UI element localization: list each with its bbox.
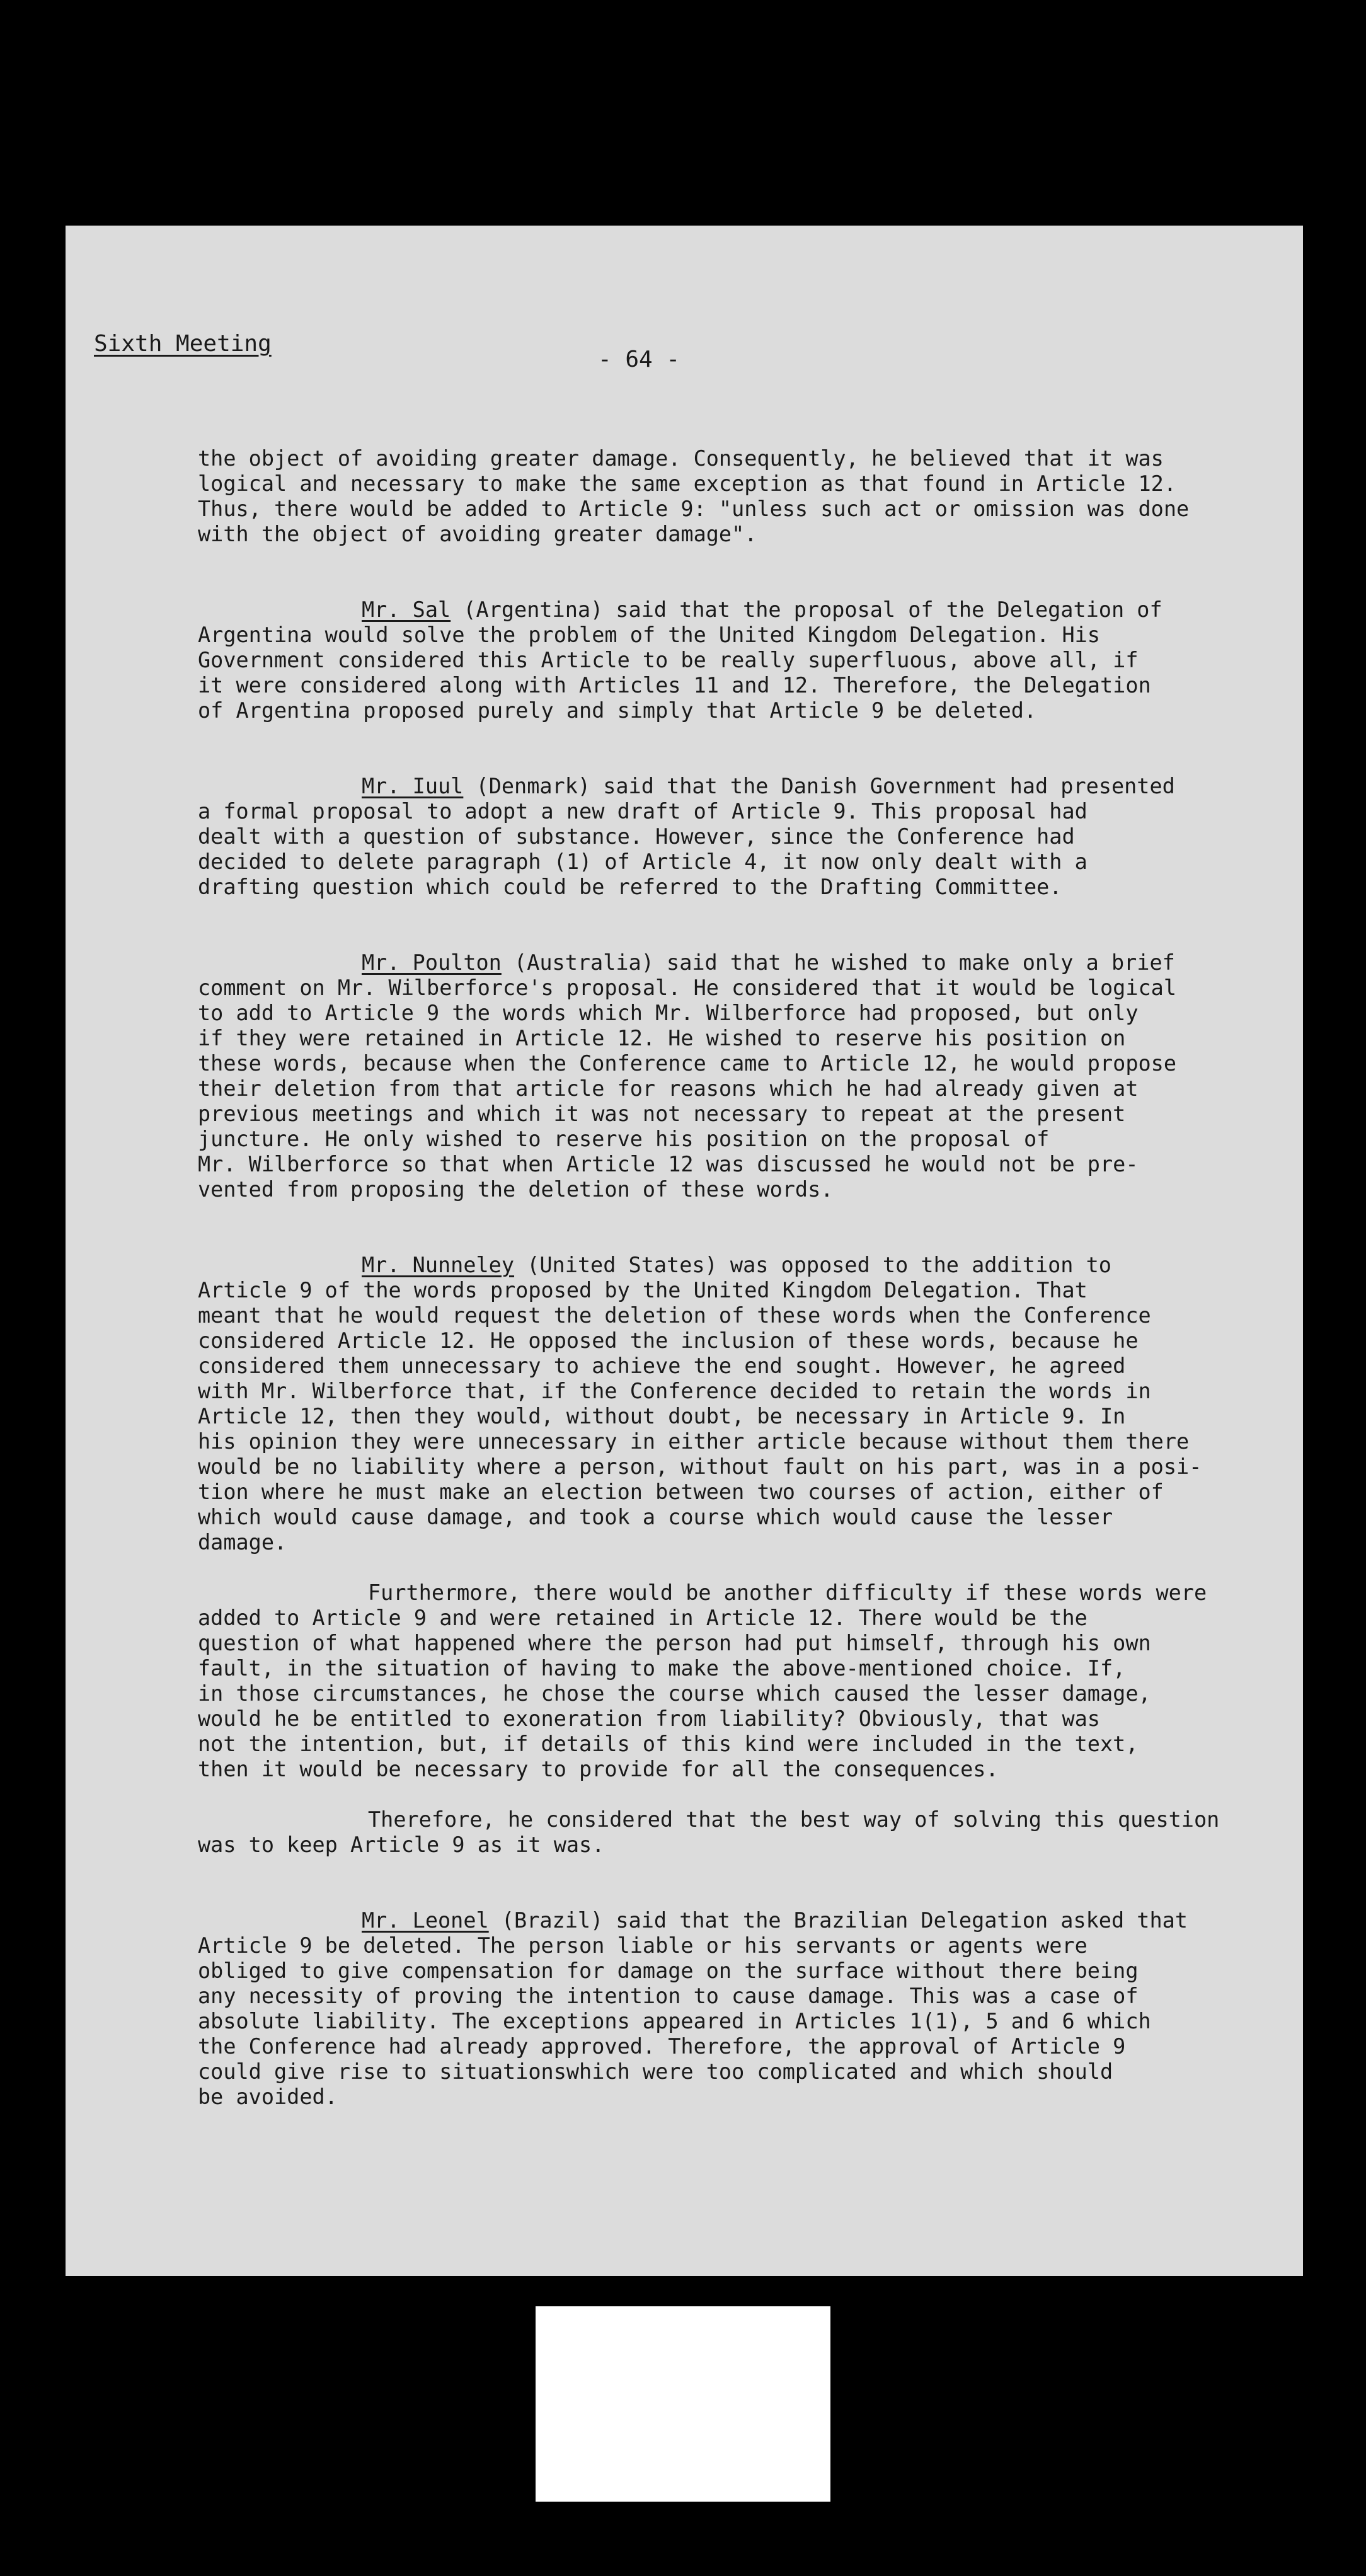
paragraph-therefore [198,1807,1269,1858]
paragraph-text: Furthermore, there would be another difficulty if these words were added to Article 9 and were retained in Article 12. There would be the question of what happened where the person had put himself, through his own fault, in the situation of having to make the above-mentioned choice. If, in those circumstances, he chose the course which caused the lesser damage, would he be entitled to exoneration from liability? Obviously, that was not the intention, but, if details of this kind were included in the text, then it would be necessary to provide for all the consequences. [198,1580,1207,1781]
paragraph-text: (Denmark) said that the Danish Government had presented a formal proposal to adopt a new draft of Article 9. This proposal had dealt with a question of substance. However, since the Conference had decided to delete paragraph (1) of Article 4, it now only dealt with a drafting question which could be referred to the Drafting Committee. [198,774,1175,899]
paragraph-text: the object of avoiding greater damage. Consequently, he believed that it was logical and necessary to make the same exception as that found in Article 12. Thus, there would be added to Article 9: "unless such act or omission was done with the object of avoiding greater damage". [198,446,1190,546]
paragraph-furthermore [198,1580,1269,1782]
blank-card [536,2306,830,2502]
speaker-name: Mr. Sal [362,597,451,622]
paragraph-sal [198,597,1269,723]
paragraph-text: Therefore, he considered that the best way of solving this question was to keep Article 9 as it was. [198,1807,1220,1857]
paragraph-poulton [198,950,1269,1202]
paragraph-text: (United States) was opposed to the addition to Article 9 of the words proposed by the United Kingdom Delegation. That meant that he would request the deletion of these words when the Conference considered Article 12. He opposed the inclusion of these words, because he considered them unnecessary to achieve the end sought. However, he agreed with Mr. Wilberforce that, if the Conference decided to retain the words in Article 12, then they would, without doubt, be necessary in Article 9. In his opinion they were unnecessary in either article because without them there would be no liability where a person, without fault on his part, was in a posi- tion where he must make an election between two courses of action, either of which would cause damage, and took a course which would cause the lesser damage. [198,1253,1202,1555]
speaker-name: Mr. Nunneley [362,1253,515,1277]
speaker-name: Mr. Iuul [362,774,464,798]
body-text [198,446,1269,2110]
speaker-name: Mr. Leonel [362,1908,489,1933]
meeting-title: Sixth Meeting [94,331,272,357]
paragraph-continuation [198,446,1269,547]
page-number: - 64 - [598,347,680,372]
speaker-name: Mr. Poulton [362,950,502,975]
paragraph-text: (Brazil) said that the Brazilian Delegation asked that Article 9 be deleted. The person liable or his servants or agents were obliged to give compensation for damage on the surface without there being any necessity of proving the intention to cause damage. This was a case of absolute liability. The exceptions appeared in Articles 1(1), 5 and 6 which the Conference had already approved. Therefore, the approval of Article 9 could give rise to situationswhich were too complicated and which should be avoided. [198,1908,1188,2109]
paragraph-text: (Argentina) said that the proposal of the Delegation of Argentina would solve the problem of the United Kingdom Delegation. His Government considered this Article to be really superfluous, above all, if it were considered along with Articles 11 and 12. Therefore, the Delegation of Argentina proposed purely and simply that Article 9 be deleted. [198,597,1162,723]
paragraph-iuul [198,774,1269,900]
paragraph-text: (Australia) said that he wished to make only a brief comment on Mr. Wilberforce's proposal. He considered that it would be logical to add to Article 9 the words which Mr. Wilberforce had proposed, but only if they were retained in Article 12. He wished to reserve his position on these words, because when the Conference came to Article 12, he would propose their deletion from that article for reasons which he had already given at previous meetings and which it was not necessary to repeat at the present juncture. He only wished to reserve his position on the proposal of Mr. Wilberforce so that when Article 12 was discussed he would not be pre- vented from proposing the deletion of these words. [198,950,1176,1202]
paragraph-leonel [198,1908,1269,2110]
document-page [66,226,1303,2276]
paragraph-nunneley [198,1253,1269,1555]
